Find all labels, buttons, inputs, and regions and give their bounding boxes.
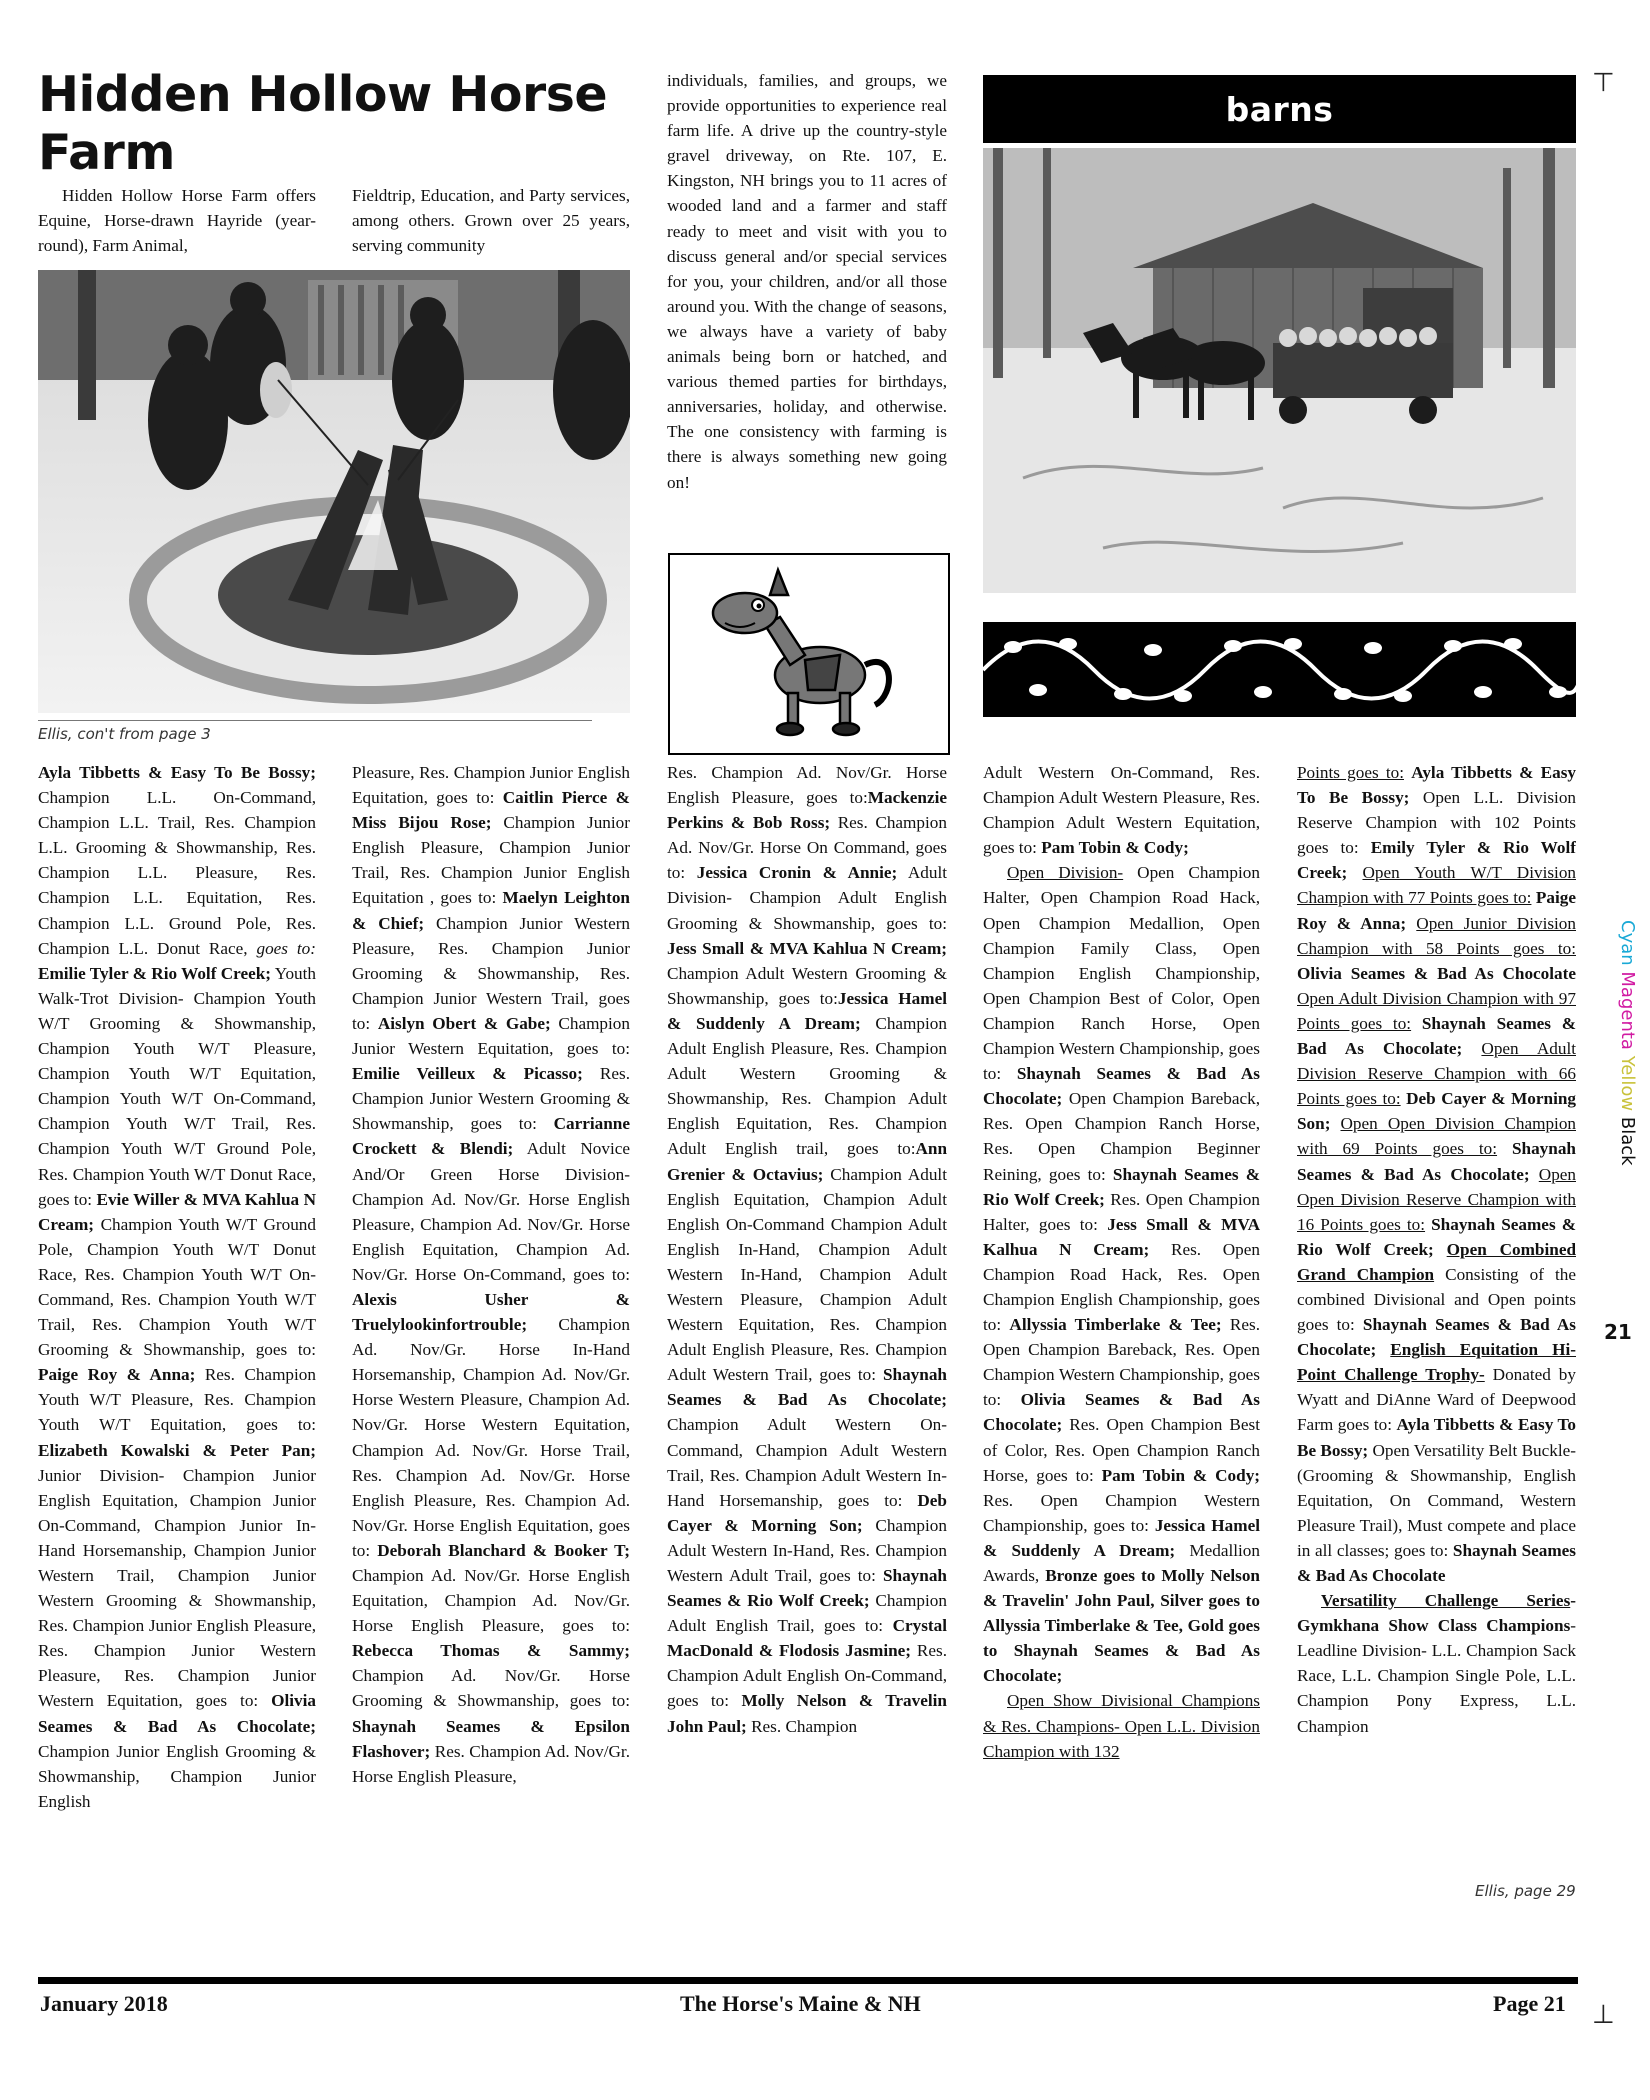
caption-rule [38, 720, 592, 721]
results-column-4: Adult Western On-Command, Res. Champion Adult Western Pleasure, Res. Champion Adult Western Equitation, goes to: Pam Tobin & Cody; Open Division- Open Champion Halter, Open Champion Road Hack, Open Champion Medallion, Open Champion Family Class, Open Champion English Championship, Open Champion Best of Color, Open Champion Ranch Horse, Open Champion Western Championship, goes to: Shaynah Seames & Bad As Chocolate; Open Champion Bareback, Res. Open Champion Ranch Horse, Res. Open Champion Beginner Reining, goes to: Shaynah Seames & Rio Wolf Creek; Res. Open Champion Halter, goes to: Jess Small & MVA Kalhua N Cream; Res. Open Champion Road Hack, Res. Open Champion English Championship, goes to: Allyssia Timberlake & Tee; Res. Open Champion Bareback, Res. Open Champion Western Championship, goes to: Olivia Seames & Bad As Chocolate; Res. Open Champion Best of Color, Res. Open Champion Ranch Horse, goes to: Pam Tobin & Cody; Res. Open Champion Western Championship, goes to: Jessica Hamel & Suddenly A Dream; Medallion Awards, Bronze goes to Molly Nelson & Travelin' John Paul, Silver goes to Allyssia Timberlake & Tee, Gold goes to Shaynah Seames & Bad As Chocolate; Open Show Divisional Champions & Res. Champions- Open L.L. Division Champion with 132 [983, 763, 1260, 1761]
intro-column-1: Hidden Hollow Horse Farm offers Equine, Horse-drawn Hayride (year-round), Farm Animal, [38, 186, 316, 256]
results-column-2: Pleasure, Res. Champion Junior English Equitation, goes to: Caitlin Pierce & Miss Bijou Rose; Champion Junior English Pleasure, Champion Junior Trail, Res. Champion Junior English Equitation , goes to: Maelyn Leighton & Chief; Champion Junior Western Pleasure, Res. Champion Junior Grooming & Showmanship, Res. Champion Junior Western Trail, goes to: Aislyn Obert & Gabe; Champion Junior Western Equitation, goes to: Emilie Veilleux & Picasso; Res. Champion Junior Western Grooming & Showmanship, goes to: Carrianne Crockett & Blendi; Adult Novice And/Or Green Horse Division- Champion Ad. Nov/Gr. Horse English Pleasure, Champion Ad. Nov/Gr. Horse English Equitation, Champion Ad. Nov/Gr. Horse On-Command, goes to: Alexis Usher & Truelylookinfortrouble; Champion Ad. Nov/Gr. Horse In-Hand Horsemanship, Champion Ad. Nov/Gr. Horse Western Pleasure, Champion Ad. Nov/Gr. Horse Western Equitation, Champion Ad. Nov/Gr. Horse Trail, Res. Champion Ad. Nov/Gr. Horse English Pleasure, Res. Champion Ad. Nov/Gr. Horse English Equitation, goes to: Deborah Blanchard & Booker T; Champion Ad. Nov/Gr. Horse English Equitation, Champion Ad. Nov/Gr. Horse English Pleasure, goes to: Rebecca Thomas & Sammy; Champion Ad. Nov/Gr. Horse Grooming & Showmanship, goes to: Shaynah Seames & Epsilon Flashover; Res. Champion Ad. Nov/Gr. Horse English Pleasure, [352, 763, 630, 1786]
continued-to-label: Ellis, page 29 [1475, 1882, 1576, 1900]
crop-mark-top: ⊤ [1592, 68, 1615, 98]
section-banner-label: barns [1225, 89, 1334, 129]
results-column-1: Ayla Tibbetts & Easy To Be Bossy; Champion L.L. On-Command, Champion L.L. Trail, Res. Champion L.L. Grooming & Showmanship, Res. Champion L.L. Pleasure, Res. Champion L.L. Equitation, Res. Champion L.L. Ground Pole, Res. Champion L.L. Donut Race, goes to: Emilie Tyler & Rio Wolf Creek; Youth Walk-Trot Division- Champion Youth W/T Grooming & Showmanship, Champion Youth W/T Pleasure, Champion Youth W/T Equitation, Champion Youth W/T On-Command, Champion Youth W/T Trail, Res. Champion Youth W/T Ground Pole, Res. Champion Youth W/T Donut Race, goes to: Evie Willer & MVA Kahlua N Cream; Champion Youth W/T Ground Pole, Champion Youth W/T Donut Race, Res. Champion Youth W/T On-Command, Res. Champion Youth W/T Trail, Res. Champion Youth W/T Grooming & Showmanship, goes to: Paige Roy & Anna; Res. Champion Youth W/T Pleasure, Res. Champion Youth W/T Equitation, goes to: Elizabeth Kowalski & Peter Pan; Junior Division- Champion Junior English Equitation, Champion Junior On-Command, Champion Junior In-Hand Horsemanship, Champion Junior Western Trail, Champion Junior Western Grooming & Showmanship, Res. Champion Junior English Pleasure, Res. Champion Junior Western Pleasure, Res. Champion Junior Western Equitation, goes to: Olivia Seames & Bad As Chocolate; Champion Junior English Grooming & Showmanship, Champion Junior English [38, 763, 316, 1811]
intro-column-3: individuals, families, and groups, we provide opportunities to experience real farm life. A drive up the country-style gravel driveway, on Rte. 107, E. Kingston, NH brings you to 11 acres of wooded land and a farmer and staff ready to meet and visit with you to discuss general and/or special services for you, your children, and/or all those around you. With the change of seasons, we always have a variety of baby animals being born or hatched, and various themed parties for birthdays, anniversaries, holiday, and otherwise. The one consistency with farming is there is always something new going on! [667, 71, 947, 492]
color-registration-marks [1598, 920, 1638, 1220]
side-page-number: 21 [1604, 1320, 1632, 1344]
cyan-label: Cyan [1617, 920, 1638, 966]
results-column-3: Res. Champion Ad. Nov/Gr. Horse English Pleasure, goes to:Mackenzie Perkins & Bob Ross; Res. Champion Ad. Nov/Gr. Horse On Command, goes to: Jessica Cronin & Annie; Adult Division- Champion Adult English Grooming & Showmanship, goes to: Jess Small & MVA Kahlua N Cream; Champion Adult Western Grooming & Showmanship, goes to:Jessica Hamel & Suddenly A Dream; Champion Adult English Pleasure, Res. Champion Adult Western Grooming & Showmanship, Res. Champion Adult English Equitation, Res. Champion Adult English trail, goes to:Ann Grenier & Octavius; Champion Adult English Equitation, Champion Adult English On-Command Champion Adult English In-Hand, Champion Adult Western In-Hand, Champion Adult Western Pleasure, Champion Adult Western Equitation, Res. Champion Adult English Pleasure, Res. Champion Adult Western Trail, goes to: Shaynah Seames & Bad As Chocolate; Champion Adult Western On-Command, Champion Adult Western Trail, Res. Champion Adult Western In-Hand Horsemanship, goes to: Deb Cayer & Morning Son; Champion Adult Western In-Hand, Res. Champion Western Adult Trail, goes to: Shaynah Seames & Rio Wolf Creek; Champion Adult English Trail, goes to: Crystal MacDonald & Flodosis Jasmine; Res. Champion Adult English On-Command, goes to: Molly Nelson & Travelin John Paul; Res. Champion [667, 763, 947, 1736]
campfire-photo [38, 270, 630, 713]
crop-mark-bottom: ⊥ [1592, 2000, 1615, 2030]
footer-publication: The Horse's Maine & NH [680, 1991, 921, 2016]
vine-border [983, 622, 1576, 717]
cartoon-horse-box [668, 553, 950, 755]
section-banner [983, 75, 1576, 143]
intro-column-2: Fieldtrip, Education, and Party services, among others. Grown over 25 years, serving community [352, 186, 630, 256]
black-label: Black [1617, 1116, 1638, 1166]
magenta-label: Magenta [1617, 971, 1638, 1050]
footer-rule [38, 1977, 1578, 1984]
article-title: Hidden Hollow Horse Farm [38, 66, 608, 181]
results-column-5: Points goes to: Ayla Tibbetts & Easy To Be Bossy; Open L.L. Division Reserve Champion with 102 Points goes to: Emily Tyler & Rio Wolf Creek; Open Youth W/T Division Champion with 77 Points goes to: Paige Roy & Anna; Open Junior Division Champion with 58 Points goes to: Olivia Seames & Bad As Chocolate Open Adult Division Champion with 97 Points goes to: Shaynah Seames & Bad As Chocolate; Open Adult Division Reserve Champion with 66 Points goes to: Deb Cayer & Morning Son; Open Open Division Champion with 69 Points goes to: Shaynah Seames & Bad As Chocolate; Open Open Division Reserve Champion with 16 Points goes to: Shaynah Seames & Rio Wolf Creek; Open Combined Grand Champion Consisting of the combined Divisional and Open points goes to: Shaynah Seames & Bad As Chocolate; English Equitation Hi-Point Challenge Trophy- Donated by Wyatt and DiAnne Ward of Deepwood Farm goes to: Ayla Tibbetts & Easy To Be Bossy; Open Versatility Belt Buckle- (Grooming & Showmanship, English Equitation, On Command, Western Pleasure Trail), Must compete and place in all classes; goes to: Shaynah Seames & Bad As Chocolate Versatility Challenge Series-Gymkhana Show Class Champions- Leadline Division- L.L. Champion Sack Race, L.L. Champion Single Pole, L.L. Champion Pony Express, L.L. Champion [1297, 763, 1576, 1736]
footer-page-number: Page 21 [1493, 1991, 1566, 2016]
continued-from-label: Ellis, con't from page 3 [38, 725, 211, 743]
yellow-label: Yellow [1617, 1055, 1638, 1112]
hayride-photo [983, 148, 1576, 593]
footer-date: January 2018 [40, 1991, 168, 2016]
cartoon-horse-icon [670, 555, 948, 753]
